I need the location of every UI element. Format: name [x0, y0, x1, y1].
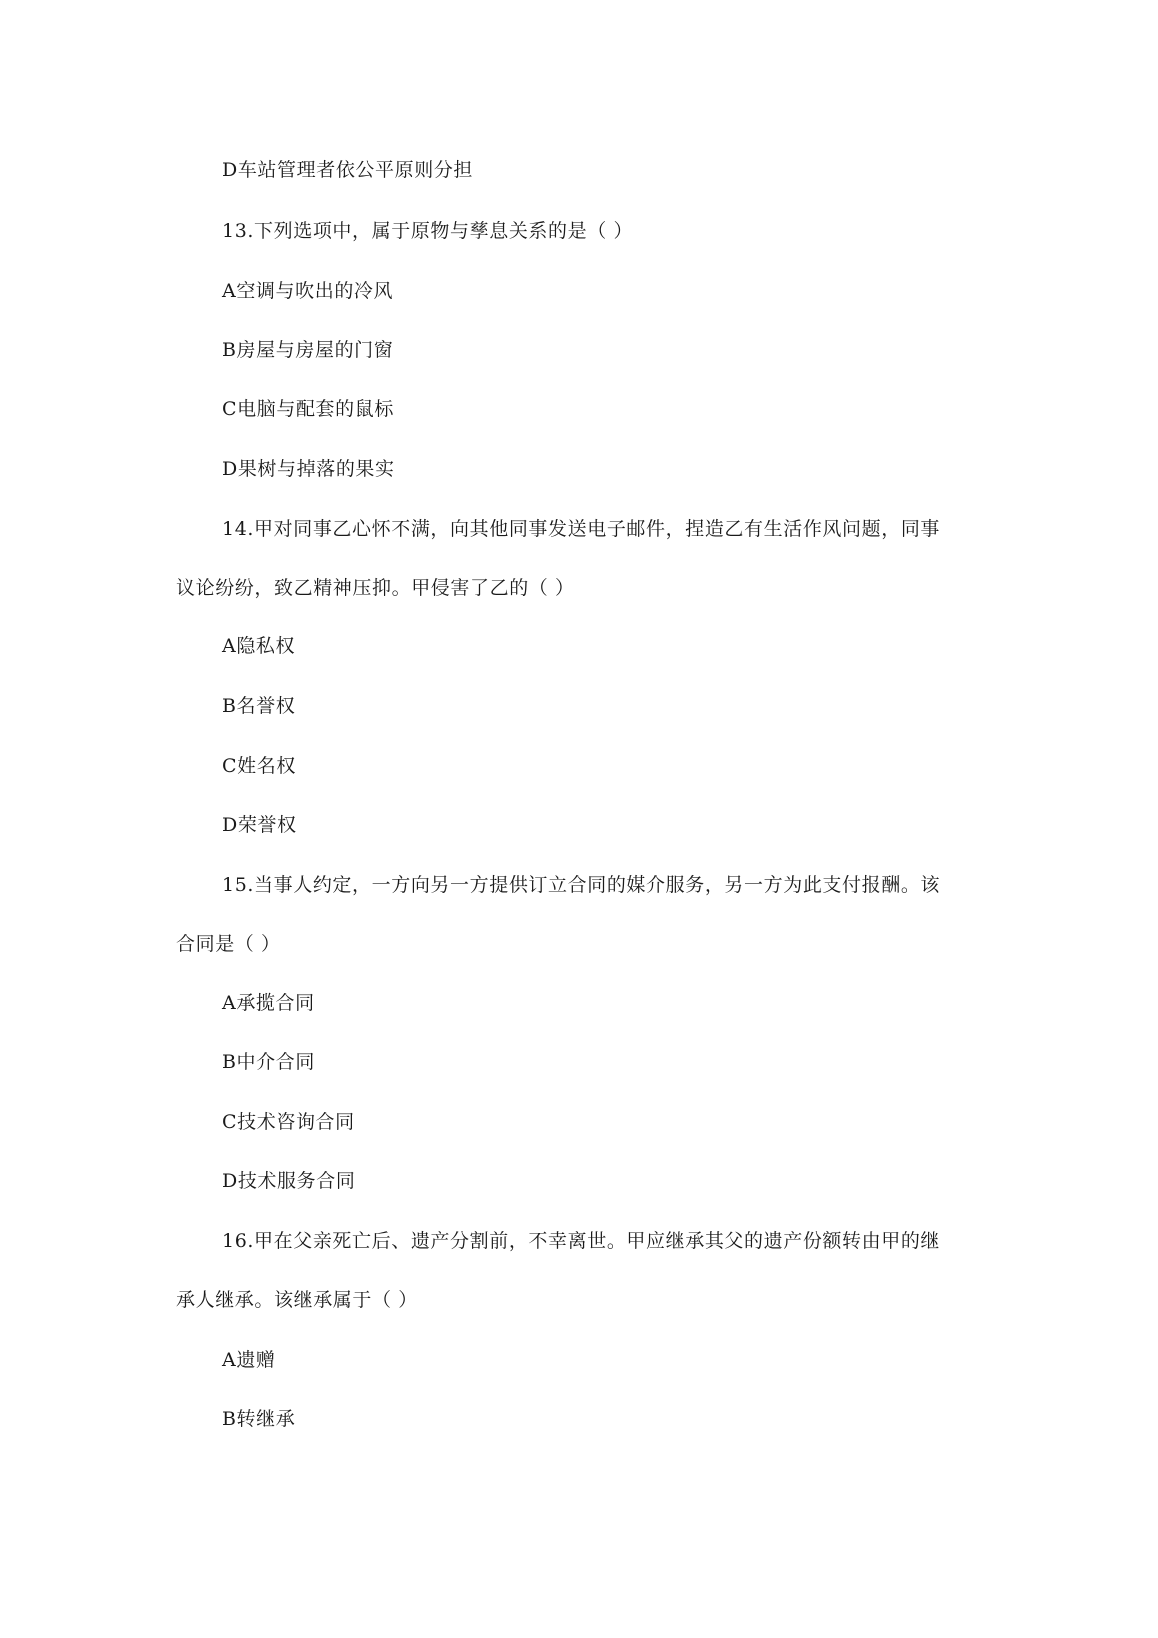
question-15-continued: 合同是（ ） — [176, 933, 281, 955]
option-14-d: D荣誉权 — [222, 814, 297, 836]
question-14-continued: 议论纷纷，致乙精神压抑。甲侵害了乙的（ ） — [176, 577, 575, 599]
option-16-a: A遗赠 — [222, 1349, 276, 1371]
option-15-d: D技术服务合同 — [222, 1170, 356, 1192]
option-13-d: D果树与掉落的果实 — [222, 458, 395, 480]
question-13: 13.下列选项中，属于原物与孳息关系的是（ ） — [222, 220, 634, 242]
option-14-c: C姓名权 — [222, 755, 296, 777]
option-13-a: A空调与吹出的冷风 — [222, 280, 394, 302]
option-15-a: A承揽合同 — [222, 992, 315, 1014]
option-14-b: B名誉权 — [222, 695, 296, 717]
option-15-c: C技术咨询合同 — [222, 1111, 355, 1133]
question-14: 14.甲对同事乙心怀不满，向其他同事发送电子邮件，捏造乙有生活作风问题，同事 — [222, 518, 941, 540]
question-16: 16.甲在父亲死亡后、遗产分割前，不幸离世。甲应继承其父的遗产份额转由甲的继 — [222, 1230, 941, 1252]
option-12-d: D车站管理者依公平原则分担 — [222, 159, 474, 181]
option-13-c: C电脑与配套的鼠标 — [222, 398, 394, 420]
option-15-b: B中介合同 — [222, 1051, 315, 1073]
option-13-b: B房屋与房屋的门窗 — [222, 339, 394, 361]
question-15: 15.当事人约定，一方向另一方提供订立合同的媒介服务，另一方为此支付报酬。该 — [222, 874, 941, 896]
option-14-a: A隐私权 — [222, 635, 296, 657]
question-16-continued: 承人继承。该继承属于（ ） — [176, 1289, 418, 1311]
option-16-b: B转继承 — [222, 1408, 296, 1430]
